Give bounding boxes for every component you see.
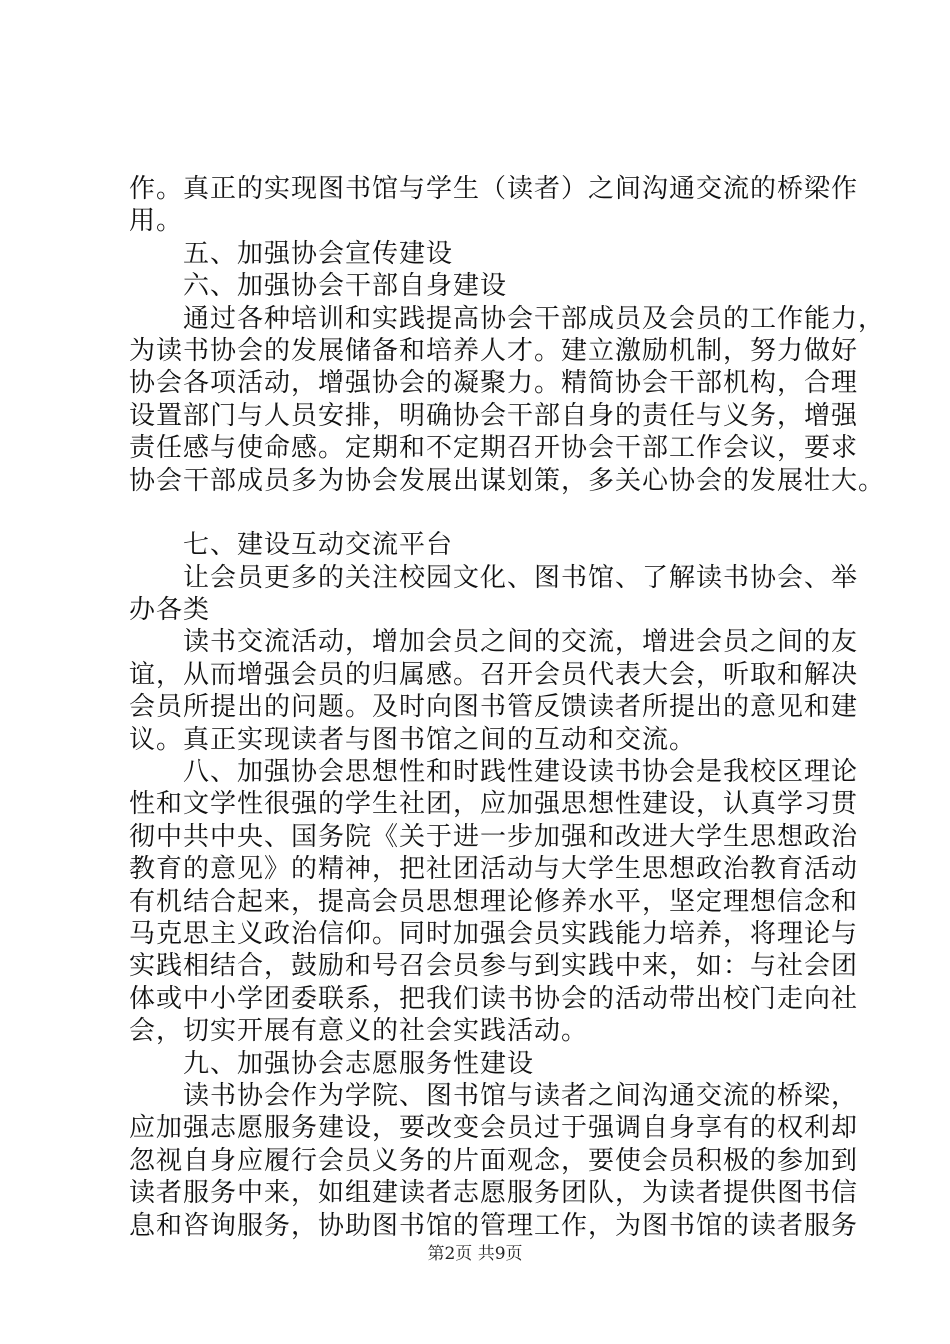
text-line: 教育的意见》的精神，把社团活动与大学生思想政治教育活动 — [129, 854, 859, 885]
text-line: 通过各种培训和实践提高协会干部成员及会员的工作能力， — [183, 303, 886, 334]
text-line: 性和文学性很强的学生社团，应加强思想性建设，认真学习贯 — [129, 789, 859, 820]
document-body — [129, 173, 886, 1242]
text-line: 体或中小学团委联系，把我们读书协会的活动带出校门走向社 — [129, 983, 859, 1014]
text-line: 应加强志愿服务建设，要改变会员过于强调自身享有的权利却 — [129, 1113, 859, 1144]
text-line: 读书协会作为学院、图书馆与读者之间沟通交流的桥梁， — [183, 1080, 859, 1111]
text-line: 读书交流活动，增加会员之间的交流，增进会员之间的友 — [183, 627, 859, 658]
text-line: 息和咨询服务，协助图书馆的管理工作，为图书馆的读者服务 — [129, 1210, 859, 1241]
text-line: 实践相结合，鼓励和号召会员参与到实践中来，如：与社会团 — [129, 951, 859, 982]
text-line: 谊，从而增强会员的归属感。召开会员代表大会，听取和解决 — [129, 659, 859, 690]
text-line: 马克思主义政治信仰。同时加强会员实践能力培养，将理论与 — [129, 918, 859, 949]
text-line: 有机结合起来，提高会员思想理论修养水平，坚定理想信念和 — [129, 886, 859, 917]
text-line: 为读书协会的发展储备和培养人才。建立激励机制，努力做好 — [129, 335, 859, 366]
text-line: 议。真正实现读者与图书馆之间的互动和交流。 — [129, 724, 697, 755]
text-line: 会员所提出的问题。及时向图书管反馈读者所提出的意见和建 — [129, 692, 859, 723]
text-line: 八、加强协会思想性和时践性建设读书协会是我校区理论 — [183, 757, 859, 788]
text-line: 协会各项活动，增强协会的凝聚力。精简协会干部机构，合理 — [129, 368, 859, 399]
text-line: 办各类 — [129, 595, 211, 626]
text-line: 六、加强协会干部自身建设 — [183, 271, 508, 302]
text-line: 五、加强协会宣传建设 — [183, 238, 454, 269]
text-line: 协会干部成员多为协会发展出谋划策，多关心协会的发展壮大。 — [129, 465, 886, 496]
text-line: 读者服务中来，如组建读者志愿服务团队，为读者提供图书信 — [129, 1178, 859, 1209]
text-line: 让会员更多的关注校园文化、图书馆、了解读书协会、举 — [183, 562, 859, 593]
text-line: 九、加强协会志愿服务性建设 — [183, 1048, 535, 1079]
text-line: 忽视自身应履行会员义务的片面观念，要使会员积极的参加到 — [129, 1145, 859, 1176]
text-line: 责任感与使命感。定期和不定期召开协会干部工作会议，要求 — [129, 433, 859, 464]
text-line: 设置部门与人员安排，明确协会干部自身的责任与义务，增强 — [129, 400, 859, 431]
text-line: 用。 — [129, 206, 184, 237]
text-line: 彻中共中央、国务院《关于进一步加强和改进大学生思想政治 — [129, 821, 859, 852]
text-line: 会，切实开展有意义的社会实践活动。 — [129, 1016, 589, 1047]
text-line: 七、建设互动交流平台 — [183, 530, 454, 561]
blank-line — [129, 497, 849, 529]
text-line: 作。真正的实现图书馆与学生（读者）之间沟通交流的桥梁作 — [129, 174, 859, 204]
page-footer: 第2页 共9页 — [427, 1244, 523, 1264]
